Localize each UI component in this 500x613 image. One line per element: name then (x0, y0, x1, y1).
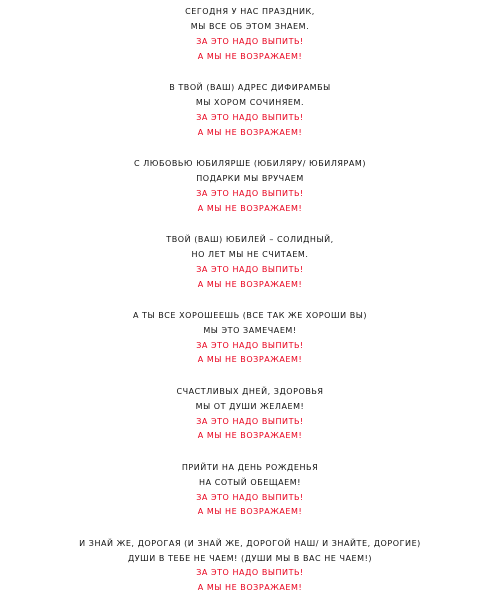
refrain-line: А МЫ НЕ ВОЗРАЖАЕМ! (197, 507, 303, 517)
refrain-line: ЗА ЭТО НАДО ВЫПИТЬ! (196, 568, 304, 578)
verse-line: В ТВОЙ (ВАШ) АДРЕС ДИФИРАМБЫ (169, 82, 331, 92)
refrain-line: А МЫ НЕ ВОЗРАЖАЕМ! (197, 51, 303, 61)
refrain-line: ЗА ЭТО НАДО ВЫПИТЬ! (196, 36, 304, 46)
verse-line: СЕГОДНЯ У НАС ПРАЗДНИК, (185, 7, 315, 16)
verse-line: СЧАСТЛИВЫХ ДНЕЙ, ЗДОРОВЬЯ (176, 386, 324, 396)
refrain-line: ЗА ЭТО НАДО ВЫПИТЬ! (196, 492, 304, 502)
verse-line: МЫ ХОРОМ СОЧИНЯЕМ. (195, 97, 305, 107)
verse-line: МЫ ВСЕ ОБ ЭТОМ ЗНАЕМ. (190, 21, 310, 31)
stanza-8 (0, 537, 500, 597)
stanza-3 (0, 157, 500, 217)
refrain-line: А МЫ НЕ ВОЗРАЖАЕМ! (197, 431, 303, 441)
verse-line: С ЛЮБОВЬЮ ЮБИЛЯРШЕ (ЮБИЛЯРУ/ ЮБИЛЯРАМ) (133, 158, 367, 168)
stanza-2 (0, 81, 500, 141)
verse-line: А ТЫ ВСЕ ХОРОШЕЕШЬ (ВСЕ ТАК ЖЕ ХОРОШИ ВЫ) (132, 310, 368, 320)
verse-line: НА СОТЫЙ ОБЕЩАЕМ! (199, 477, 301, 487)
refrain-line: ЗА ЭТО НАДО ВЫПИТЬ! (196, 340, 304, 350)
verse-line: МЫ ЭТО ЗАМЕЧАЕМ! (203, 325, 297, 335)
verse-line: ПРИЙТИ НА ДЕНЬ РОЖДЕНЬЯ (181, 462, 319, 472)
refrain-line: ЗА ЭТО НАДО ВЫПИТЬ! (196, 188, 304, 198)
refrain-line: А МЫ НЕ ВОЗРАЖАЕМ! (197, 355, 303, 365)
verse-line: НО ЛЕТ МЫ НЕ СЧИТАЕМ. (191, 249, 309, 259)
refrain-line: ЗА ЭТО НАДО ВЫПИТЬ! (196, 416, 304, 426)
refrain-line: ЗА ЭТО НАДО ВЫПИТЬ! (196, 264, 304, 274)
poem-verses (0, 5, 500, 613)
verse-line: ДУШИ В ТЕБЕ НЕ ЧАЕМ! (ДУШИ МЫ В ВАС НЕ ЧАЕМ!) (127, 553, 373, 563)
refrain-line: А МЫ НЕ ВОЗРАЖАЕМ! (197, 203, 303, 213)
verse-line: ПОДАРКИ МЫ ВРУЧАЕМ (196, 173, 304, 183)
refrain-line: А МЫ НЕ ВОЗРАЖАЕМ! (197, 583, 303, 593)
verse-line: И ЗНАЙ ЖЕ, ДОРОГАЯ (И ЗНАЙ ЖЕ, ДОРОГОЙ НАШ/ И ЗНАЙТЕ, ДОРОГИЕ) (79, 538, 421, 548)
verse-line: МЫ ОТ ДУШИ ЖЕЛАЕМ! (195, 401, 305, 411)
refrain-line: А МЫ НЕ ВОЗРАЖАЕМ! (197, 279, 303, 289)
verse-line: ТВОЙ (ВАШ) ЮБИЛЕЙ – СОЛИДНЫЙ, (166, 234, 334, 244)
refrain-line: А МЫ НЕ ВОЗРАЖАЕМ! (197, 127, 303, 137)
stanza-1 (0, 5, 500, 65)
stanza-7 (0, 461, 500, 521)
stanza-6 (0, 385, 500, 445)
refrain-line: ЗА ЭТО НАДО ВЫПИТЬ! (196, 112, 304, 122)
stanza-5 (0, 309, 500, 369)
stanza-4 (0, 233, 500, 293)
